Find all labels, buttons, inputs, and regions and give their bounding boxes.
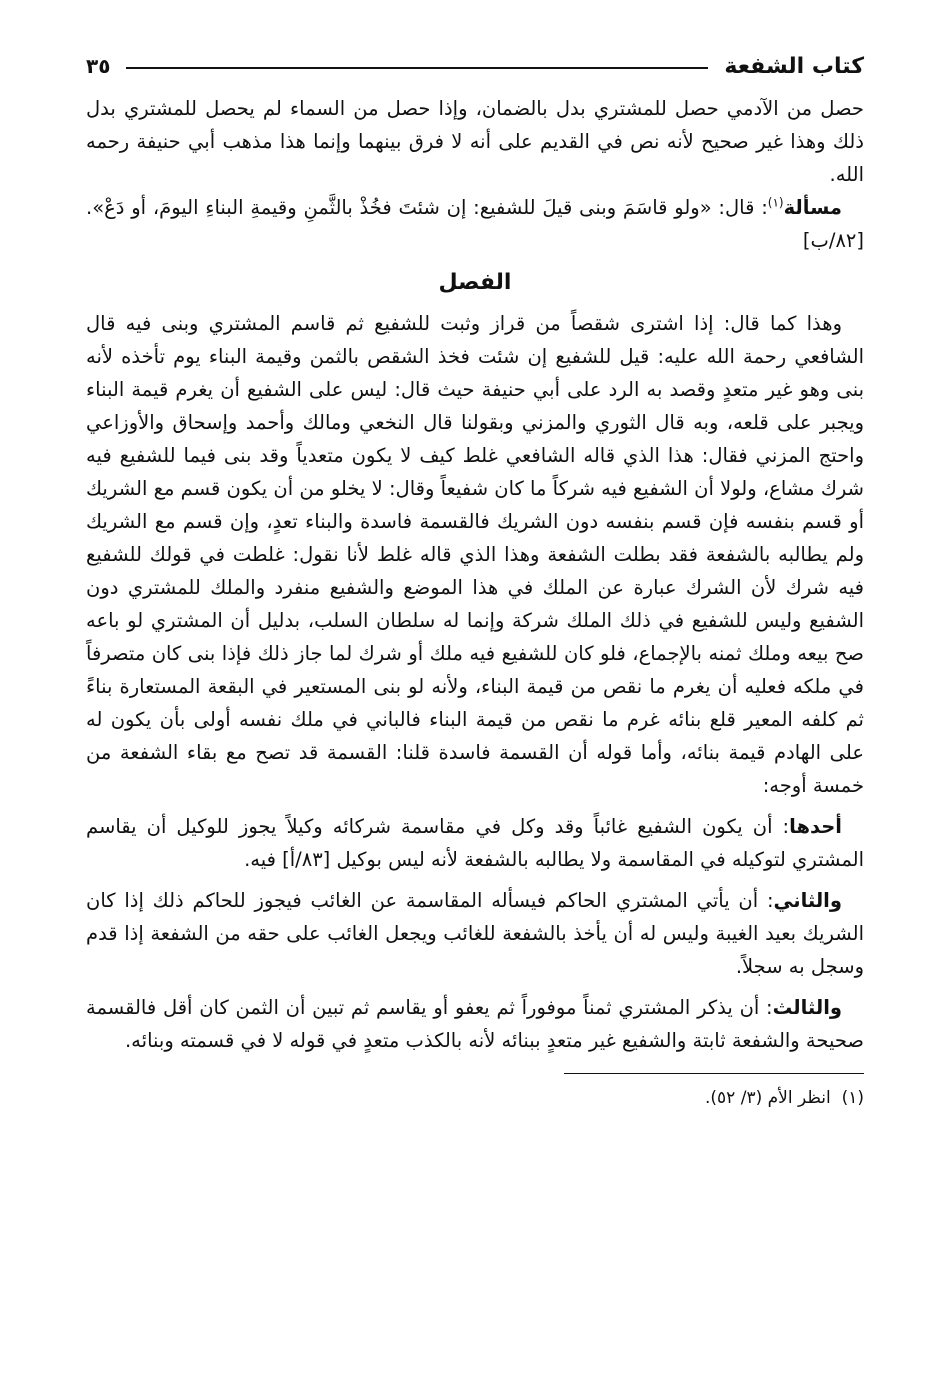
section-heading: الفصل [438,270,512,295]
chapter-title: كتاب الشفعة [724,53,864,79]
spacer [86,876,864,884]
page-body [86,92,864,1112]
book-page [86,46,864,1356]
footnote-text: انظر الأم (٣/ ٥٢). [705,1088,831,1108]
spacer [86,802,864,810]
footnote-rule [564,1073,864,1074]
main-paragraph: وهذا كما قال: إذا اشترى شقصاً من قراز وثبت للشفيع ثم قاسم المشتري وبنى فيه قال الشافعي رحمة الله عليه: قيل للشفيع إن شئت فخذ الشقص بالثمن وقيمة البناء يوم تأخذه لأنه بنى وهو غير متعدٍ وقصد به الرد على أبي حنيفة حيث قال: ليس على الشفيع أن يغرم قيمة البناء ويجبر على قلعه، وبه قال الثوري والمزني وبقولنا قال النخعي ومالك وأحمد وإسحاق والأوزاعي واحتج المزني فقال: هذا الذي قاله الشافعي غلط كيف لا يكون متعدياً وقد بنى فيما للشفيع فيه شرك مشاع، ولولا أن الشفيع فيه شركاً ما كان شفيعاً وقال: لا يخلو من أن يكون قسم مع الشريك أو قسم بنفسه فإن قسم بنفسه دون الشريك فالقسمة فاسدة والبناء تعدٍ، وإن قسم مع الشريك ولم يطالبه بالشفعة فقد بطلت الشفعة وهذا الذي قاله غلط لأنا نقول: غلطت في قولك للشفيع فيه شرك لأن الشرك عبارة عن الملك في هذا الموضع والشفيع منفرد والملك للمشتري دون الشفيع وليس للشفيع في ذلك الملك شركة وإنما له سلطان السلب، بدليل أن المشتري لو باعه صح بيعه وملك ثمنه بالإجماع، فلو كان للشفيع فيه ملك أو شرك لما جاز ذلك فإذا بنى كان متصرفاً في ملكه فعليه أن يغرم ما نقص من قيمة البناء، ولأنه لو بنى المستعير في البقعة المستعارة بناءً ثم كلفه المعير قلع بنائه غرم ما نقص من قيمة البناء فالباني في ملك نفسه أولى بأن يكون له على الهادم قيمة بنائه، وأما قوله أن القسمة فاسدة قلنا: القسمة قد تصح مع بقاء الشفعة من خمسة أوجه: [86,312,864,797]
second-aspect-label: والثاني [773,889,842,912]
masala-label: مسألة [783,196,842,219]
footnote [86,1084,864,1112]
first-aspect-text: : أن يكون الشفيع غائباً وقد وكل في مقاسمة شركائه وكيلاً يجوز للوكيل أن يقاسم المشتري لتوكيله في المقاسمة ولا يطالبه بالشفعة لأنه ليس بوكيل [٨٣/أ] فيه. [86,815,864,871]
first-aspect-paragraph [86,810,864,876]
third-aspect-paragraph [86,991,864,1057]
footnote-number: (١) [841,1088,864,1108]
page-number: ٣٥ [86,54,111,78]
third-aspect-text: : أن يذكر المشتري ثمناً موفوراً ثم يعفو أو يقاسم ثم تبين أن الثمن كان أقل فالقسمة صحيحة والشفعة ثابتة والشفيع غير متعدٍ ببنائه لأنه بالكذب متعدٍ في قوله لا في قسمته وبنائه. [86,996,864,1052]
first-aspect-label: أحدها [789,815,842,838]
footnote-reference[interactable]: (١) [767,195,784,210]
paragraph-continuation: حصل من الآدمي حصل للمشتري بدل بالضمان، وإذا حصل من السماء لم يحصل للمشتري بدل ذلك وهذا غير صحيح لأنه نص في القديم على أنه لا فرق بينهما وإنما هذا مذهب أبي حنيفة رحمه الله. [86,97,864,186]
second-aspect-paragraph [86,884,864,983]
header-rule [126,67,708,69]
third-aspect-label: والثالث [772,996,842,1019]
masala-paragraph [86,191,864,257]
second-aspect-text: : أن يأتي المشتري الحاكم فيسأله المقاسمة عن الغائب فيجوز للحاكم ذلك إذا كان الشريك بعيد الغيبة وليس له أن يأخذ بالشفعة للغائب ويجعل الغائب على حقه من الشفعة إذا قدم وسجل به سجلاً. [86,889,864,978]
running-header [86,46,864,86]
spacer [86,983,864,991]
masala-text: : قال: «ولو قاسَمَ وبنى قيلَ للشفيع: إن شئتَ فخُذْ بالثَّمنِ وقيمةِ البناءِ اليومَ، أو دَعْ». [٨٢/ب] [86,196,864,252]
